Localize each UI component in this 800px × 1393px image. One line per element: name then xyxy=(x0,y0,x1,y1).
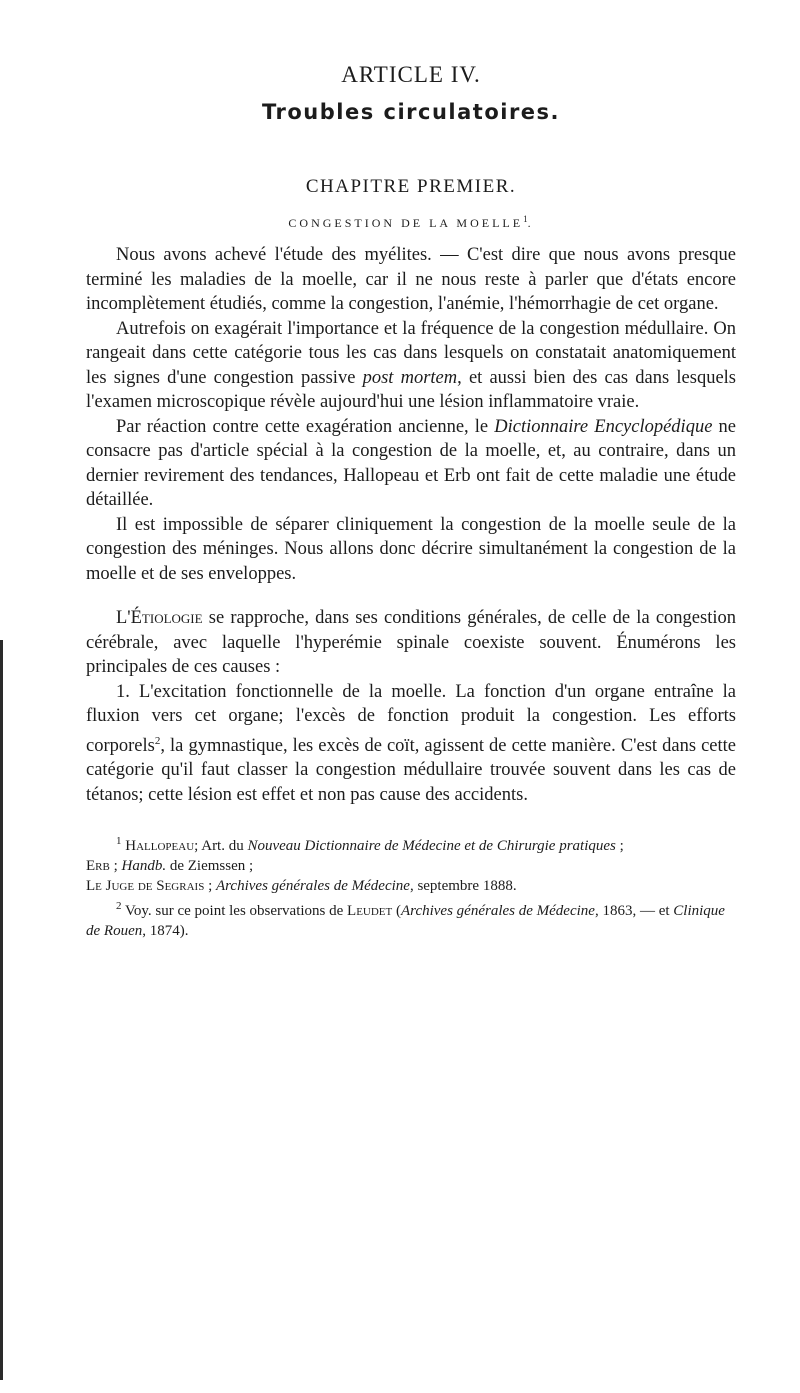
footnote-1-line-2 xyxy=(86,856,736,876)
paragraph-5-smallcaps: L'Étiologie xyxy=(116,608,203,628)
footnote-1b-italic: Handb. xyxy=(121,858,167,875)
footnote-1-mark: 1 xyxy=(116,835,122,848)
footnote-1 xyxy=(86,831,736,856)
footnotes xyxy=(86,831,736,941)
section-heading: CONGESTION DE LA MOELLE$^1$. xyxy=(288,214,534,230)
footnote-1-text: ; Art. du xyxy=(194,838,248,855)
paragraph-3 xyxy=(86,415,736,513)
paragraph-4: Il est impossible de séparer cliniquement la congestion de la moelle seule de la congestion des méninges. Nous allons donc décrire simultanément la congestion de la moelle et de ses enveloppes. xyxy=(86,514,736,584)
paragraph-6-text-a: 1. L'excitation fonctionnelle de la moelle. La fonction d'un organe entraîne la fluxion vers cet organe; l'excès de fonction produit la congestion. Les efforts corporels xyxy=(86,681,736,756)
footnote-2-open: ( xyxy=(392,903,401,920)
paragraph-6 xyxy=(86,680,736,808)
footnote-2-mark: 2 xyxy=(116,900,122,913)
paragraph-5-text: se rapproche, dans ses conditions générales, de celle de la congestion cérébrale, avec laquelle l'hyperémie spinale coexiste souvent. Énumérons les principales de ces causes : xyxy=(86,608,736,677)
footnote-2-text: Voy. sur ce point les observations de xyxy=(121,903,348,920)
footnote-1c-author: Le Juge de Segrais xyxy=(86,878,205,895)
paragraph-2-italic: post mortem xyxy=(362,367,458,388)
paragraph-3-text-a: Par réaction contre cette exagération ancienne, le xyxy=(116,416,495,437)
paragraph-2-text-a: Autrefois on exagérait l'importance et la fréquence de la congestion médullaire. On rangeait dans cette catégorie tous les cas dans lesquels on constatait anatomiquement les signes d'une congestion passive xyxy=(86,318,736,388)
footnote-1c-italic: Archives générales de Médecine xyxy=(215,878,410,895)
paragraph-3-italic: Dictionnaire Encyclopédique xyxy=(494,416,713,437)
section-footnote-mark: 1 xyxy=(523,214,528,224)
footnote-2-end: , 1874). xyxy=(142,923,189,940)
footnote-1-end: ; xyxy=(615,838,624,855)
article-subtitle: Troubles circulatoires. xyxy=(261,100,561,124)
paragraph-1: Nous avons achevé l'étude des myélites. — C'est dire que nous avons presque terminé les maladies de la moelle, car il ne nous reste à parler que d'états encore incomplètement étudiés, comme la congestion, l'anémie, l'hémorrhagie de cet organe. xyxy=(86,245,736,314)
article-heading: ARTICLE IV. xyxy=(341,62,481,87)
footnote-1b-sep: ; xyxy=(109,858,122,875)
footnote-1-author: Hallopeau xyxy=(125,838,195,855)
footnote-1-italic: Nouveau Dictionnaire de Médecine et de Chirurgie pratiques xyxy=(247,838,616,855)
footnote-1b-author: Erb xyxy=(86,858,110,875)
footnote-1-line-3 xyxy=(86,876,736,896)
chapter-heading: CHAPITRE PREMIER. xyxy=(305,176,517,197)
footnote-2-italic-2: Clinique de Rouen xyxy=(86,903,725,940)
footnote-2-italic: Archives générales de Médecine xyxy=(401,903,595,920)
book-page xyxy=(86,46,736,941)
footnote-2 xyxy=(86,896,736,941)
paragraph-2 xyxy=(86,317,736,415)
paragraph-2-text-b: , et aussi bien des cas dans lesquels l'examen microscopique révèle aujourd'hui une lésion inflammatoire vraie. xyxy=(86,367,736,412)
footnote-2-mid: , 1863, — et xyxy=(594,903,674,920)
footnote-2-author: Leudet xyxy=(347,903,393,920)
paragraph-3-text-b: ne consacre pas d'article spécial à la congestion de la moelle, et, au contraire, dans un dernier revirement des tendances, Hallopeau et Erb ont fait de cette maladie une étude détaillée. xyxy=(86,416,736,510)
page-edge-shadow xyxy=(0,640,3,1380)
paragraph-6-text-b: , la gymnastique, les excès de coït, agissent de cette manière. C'est dans cette catégorie qu'il faut classer la congestion médullaire trouvée souvent dans les cas de tétanos; cette lésion est effet et non pas cause des accidents. xyxy=(86,735,736,805)
footnote-1c-text: , septembre 1888. xyxy=(409,878,517,895)
section-title: CONGESTION DE LA MOELLE xyxy=(288,216,524,230)
paragraph-5 xyxy=(86,606,736,680)
paragraph-6-footnote-mark: 2 xyxy=(154,734,161,747)
body-text xyxy=(86,243,736,807)
footnote-1b-text: de Ziemssen ; xyxy=(166,858,254,875)
footnote-1c-sep: ; xyxy=(204,878,216,895)
